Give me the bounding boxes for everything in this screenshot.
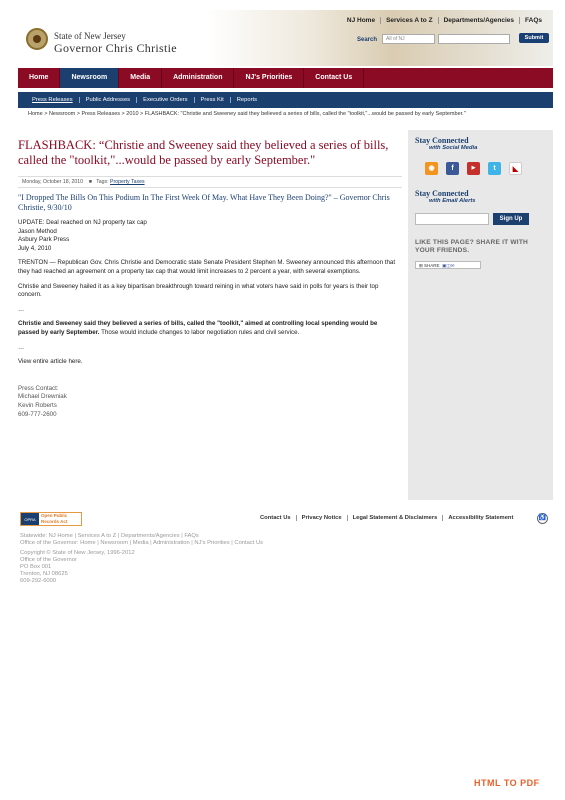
nav-media[interactable]: Media — [119, 68, 162, 88]
article-dateline: Monday, October 18, 2010 ■ Tags: Property Taxes — [18, 176, 402, 188]
ellipsis-1: … — [18, 305, 25, 313]
addr-line-2: PO Box 001 — [20, 564, 52, 570]
view-article-link[interactable]: here — [68, 358, 81, 366]
share-prompt: LIKE THIS PAGE? SHARE IT WITH YOUR FRIENDS. — [415, 239, 529, 255]
sub-nav — [18, 92, 553, 108]
ellipsis-2: … — [18, 343, 25, 351]
subnav-reports[interactable]: Reports — [230, 97, 263, 103]
paragraph-1: TRENTON — Republican Gov. Chris Christie and Democratic state Senate President Stephen M. Sweeney announced this afternoon that they had reached an agreement on a property tax cap that would limit increases to 2 percent a year, with several exemptions. — [18, 259, 396, 275]
press-contact-label: Press Contact: — [18, 384, 59, 392]
search-label: Search — [357, 37, 378, 43]
top-link-nj-home[interactable]: NJ Home — [346, 17, 376, 24]
footer-links — [255, 515, 518, 521]
opra-logo-text: Open Public Records Act — [41, 513, 68, 524]
sidebar — [408, 130, 553, 500]
nav-home[interactable]: Home — [18, 68, 60, 88]
email-field[interactable] — [415, 213, 489, 225]
share-button[interactable]: ⊞ SHARE ▣◫✉ — [415, 261, 481, 269]
addr-line-1: Office of the Governor — [20, 557, 77, 563]
html-to-pdf-watermark: HTML TO PDF — [474, 778, 540, 788]
page-title: FLASHBACK: “Christie and Sweeney said they believed a series of bills, called the "toolkit,"...would be passed by early September." — [18, 138, 389, 167]
article-subhead: "I Dropped The Bills On This Podium In The First Week Of May. What Have They Been Doing?" – Governor Chris Christie, 9/30/10 — [18, 193, 390, 212]
update-line: UPDATE: Deal reached on NJ property tax cap — [18, 219, 147, 226]
twitter-icon[interactable]: t — [488, 162, 501, 175]
state-title: State of New Jersey — [54, 31, 126, 41]
view-article-line — [18, 358, 398, 367]
footer-nav — [20, 533, 263, 547]
addr-phone: 609-292-6000 — [20, 578, 57, 584]
top-links — [342, 17, 547, 24]
subnav-public-addresses[interactable]: Public Addresses — [79, 97, 136, 103]
accessibility-icon[interactable]: ♿ — [537, 513, 548, 524]
youtube-icon[interactable]: ▶ — [467, 162, 480, 175]
share-icons: ▣◫✉ — [442, 263, 455, 269]
search-scope-select[interactable]: All of NJ — [382, 34, 435, 44]
paragraph-3-bold: Christie and Sweeney said they believed a series of bills, called the "toolkit," aimed at controlling local spending would be passed by early September. — [18, 320, 378, 336]
tag-link[interactable]: Property Taxes — [110, 179, 145, 185]
contact-1: Michael Drewniak — [18, 393, 67, 401]
rss-icon[interactable]: ◉ — [425, 162, 438, 175]
top-link-services[interactable]: Services A to Z — [380, 17, 437, 24]
breadcrumb[interactable]: Home > Newsroom > Press Releases > 2010 > FLASHBACK: "Christie and Sweeney said they believed a series of bills, called the "toolkit,"...would be passed by early September." — [28, 111, 466, 117]
search-input[interactable] — [438, 34, 510, 44]
nav-priorities[interactable]: NJ's Priorities — [234, 68, 304, 88]
main-nav — [18, 68, 553, 88]
footer-link-privacy[interactable]: Privacy Notice — [296, 515, 347, 521]
tags-label: Tags: — [96, 179, 109, 185]
share-label: SHARE — [424, 263, 440, 269]
governor-title[interactable]: Governor Chris Christie — [54, 41, 177, 55]
contact-phone: 609-777-2600 — [18, 410, 57, 418]
article-body — [18, 219, 398, 419]
opra-logo[interactable] — [20, 512, 82, 526]
paragraph-3-rest: Those would include changes to labor negotiation rules and civil service. — [99, 328, 300, 336]
footer-link-accessibility[interactable]: Accessibility Statement — [442, 515, 518, 521]
subnav-press-kit[interactable]: Press Kit — [194, 97, 230, 103]
pub-date: July 4, 2010 — [18, 244, 52, 252]
opra-logo-mark: OPRA — [21, 513, 39, 525]
view-suffix: . — [80, 358, 83, 366]
footer-address — [20, 550, 135, 585]
with-email-subtitle: with Email Alerts — [429, 198, 476, 204]
view-prefix: View entire article — [18, 358, 69, 366]
subnav-press-releases[interactable]: Press Releases — [32, 97, 73, 103]
author: Jason Method — [18, 227, 57, 235]
with-social-subtitle: with Social Media — [429, 145, 478, 151]
top-link-departments[interactable]: Departments/Agencies — [438, 17, 519, 24]
footer-link-contact[interactable]: Contact Us — [260, 515, 291, 521]
nav-administration[interactable]: Administration — [162, 68, 234, 88]
nav-contact[interactable]: Contact Us — [304, 68, 364, 88]
copyright: Copyright © State of New Jersey, 1996-2012 — [20, 550, 135, 556]
publication: Asbury Park Press — [18, 236, 70, 244]
paragraph-2: Christie and Sweeney hailed it as a key bipartisan breakthrough toward reining in what voters have said in polls for years is their top concern. — [18, 282, 379, 299]
footer-statewide[interactable]: Statewide: NJ Home | Services A to Z | Departments/Agencies | FAQs — [20, 533, 199, 539]
signup-button[interactable]: Sign Up — [493, 213, 529, 225]
facebook-icon[interactable]: f — [446, 162, 459, 175]
subnav-executive-orders[interactable]: Executive Orders — [136, 97, 193, 103]
article-date: Monday, October 18, 2010 — [22, 179, 84, 185]
stay-connected-social-title: Stay Connected — [415, 136, 469, 145]
submit-button[interactable]: Submit — [519, 33, 549, 43]
top-link-faqs[interactable]: FAQs — [519, 17, 547, 24]
paragraph-3 — [18, 320, 398, 337]
nav-newsroom[interactable]: Newsroom — [60, 68, 119, 88]
stay-connected-email-title: Stay Connected — [415, 189, 469, 198]
addr-line-3: Trenton, NJ 08625 — [20, 571, 68, 577]
flickr-icon[interactable]: ◣ — [509, 162, 522, 175]
social-icons — [425, 162, 546, 175]
state-seal-icon[interactable] — [26, 28, 48, 50]
email-signup-row — [415, 213, 546, 225]
footer-office[interactable]: Office of the Governor: Home | Newsroom | Media | Administration | NJ's Priorities | Contact Us — [20, 540, 264, 546]
footer-link-legal[interactable]: Legal Statement & Disclaimers — [347, 515, 443, 521]
contact-2: Kevin Roberts — [18, 401, 57, 409]
